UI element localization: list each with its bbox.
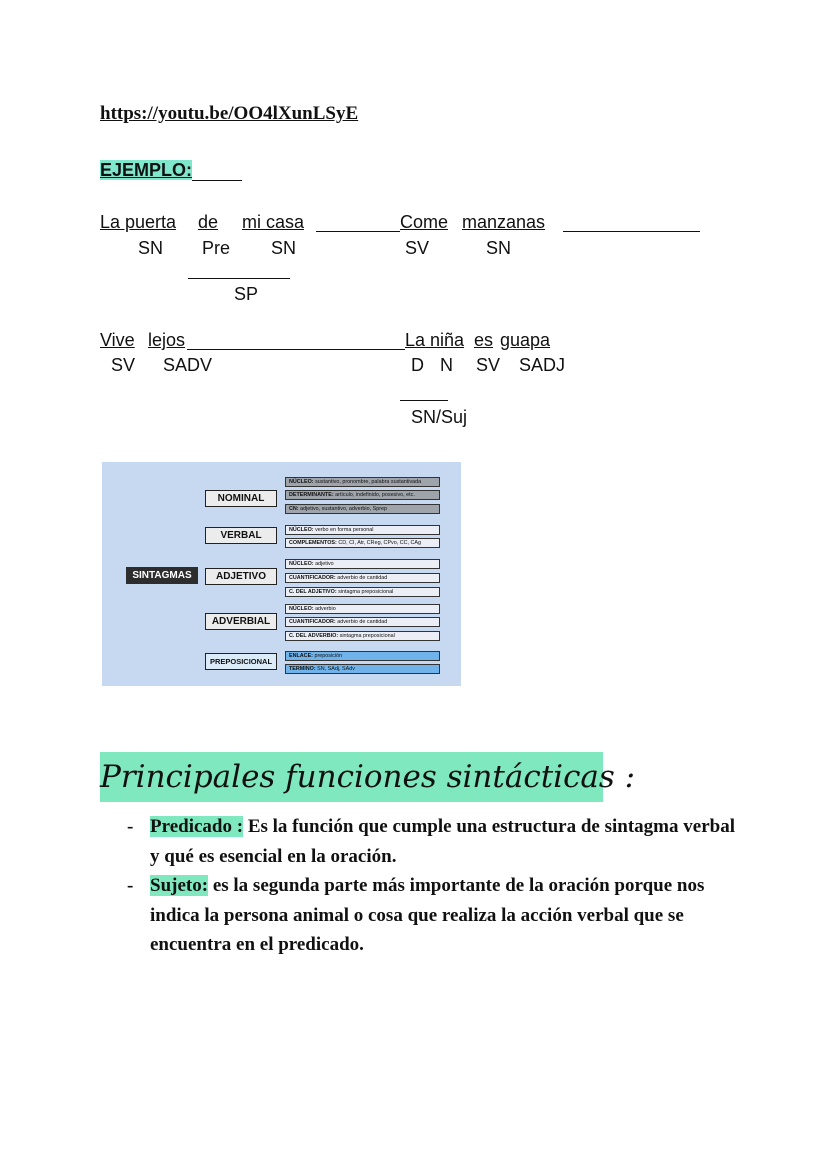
list-item-predicado bbox=[127, 812, 747, 871]
diagram-cat-adverbial: ADVERBIAL bbox=[205, 613, 277, 630]
diagram-row bbox=[285, 631, 440, 641]
ex1-trailing-line bbox=[316, 231, 400, 232]
ex1-word-1: La puerta bbox=[100, 212, 177, 232]
diagram-row bbox=[285, 538, 440, 548]
diagram-row bbox=[285, 525, 440, 535]
diagram-cat-preposicional: PREPOSICIONAL bbox=[205, 653, 277, 670]
diagram-cat-verbal: VERBAL bbox=[205, 527, 277, 544]
diagram-row bbox=[285, 604, 440, 614]
ex2-word-1: Come bbox=[400, 212, 449, 232]
list-item-sujeto bbox=[127, 871, 747, 960]
ex4-tag-3: SV bbox=[476, 355, 501, 375]
diagram-key: CUANTIFICADOR: bbox=[289, 619, 336, 625]
diagram-value: SN, SAdj, SAdv bbox=[317, 666, 355, 672]
ex4-tag-2: N bbox=[440, 355, 453, 375]
diagram-key: C. DEL ADVERBIO: bbox=[289, 633, 339, 639]
ex3-word-2: lejos bbox=[148, 330, 186, 350]
diagram-value: verbo en forma personal bbox=[315, 527, 374, 533]
diagram-key: NÚCLEO: bbox=[289, 561, 314, 567]
ex1-tag-2: Pre bbox=[202, 238, 231, 258]
diagram-key: TERMINO: bbox=[289, 666, 316, 672]
diagram-value: preposición bbox=[314, 653, 343, 659]
diagram-row bbox=[285, 573, 440, 583]
list-dash: - bbox=[127, 816, 134, 837]
diagram-value: CD, CI, Atr, CReg, CPvo, CC, CAg bbox=[338, 540, 422, 546]
ex1-tag-3: SN bbox=[271, 238, 297, 258]
ex3-tag-1: SV bbox=[111, 355, 136, 375]
list-dash: - bbox=[127, 875, 134, 896]
diagram-cat-adjetivo: ADJETIVO bbox=[205, 568, 277, 585]
diagram-row bbox=[285, 587, 440, 597]
diagram-key: CUANTIFICADOR: bbox=[289, 575, 336, 581]
ex4-word-2: es bbox=[474, 330, 494, 350]
ex3-word-1: Vive bbox=[100, 330, 135, 350]
ex1-group-line bbox=[188, 278, 290, 279]
ex4-tag-4: SADJ bbox=[519, 355, 566, 375]
diagram-row bbox=[285, 504, 440, 514]
functions-list bbox=[127, 812, 747, 960]
example-heading bbox=[100, 160, 242, 181]
section-heading: Principales funciones sintácticas : bbox=[100, 759, 636, 795]
ex4-word-1: La niña bbox=[405, 330, 465, 350]
diagram-value: sintagma preposicional bbox=[338, 589, 394, 595]
diagram-value: sustantivo, pronombre, palabra sustantivada bbox=[315, 479, 422, 485]
example-label: EJEMPLO: bbox=[100, 160, 193, 180]
term-sujeto: Sujeto: bbox=[150, 875, 209, 896]
term-predicado: Predicado : bbox=[150, 816, 244, 837]
diagram-key: CN: bbox=[289, 506, 299, 512]
diagram-row bbox=[285, 477, 440, 487]
diagram-row bbox=[285, 664, 440, 674]
diagram-value: adverbio de cantidad bbox=[337, 619, 388, 625]
diagram-value: artículo, indefinido, posesivo, etc. bbox=[335, 492, 415, 498]
ex1-word-3: mi casa bbox=[242, 212, 305, 232]
ex4-group-line bbox=[400, 400, 448, 401]
text-sujeto: es la segunda parte más importante de la oración porque nos indica la persona animal o cosa que realiza la acción verbal que se encuentra en el predicado. bbox=[150, 875, 705, 955]
ex2-tag-2: SN bbox=[486, 238, 512, 258]
diagram-key: COMPLEMENTOS: bbox=[289, 540, 337, 546]
ex1-tag-1: SN bbox=[138, 238, 164, 258]
text-predicado: Es la función que cumple una estructura de sintagma verbal y qué es esencial en la oración. bbox=[150, 816, 735, 867]
diagram-row bbox=[285, 559, 440, 569]
ex4-group-label: SN/Suj bbox=[411, 407, 468, 427]
ex1-word-2: de bbox=[198, 212, 219, 232]
ex2-word-2: manzanas bbox=[462, 212, 546, 232]
diagram-value: adjetivo bbox=[315, 561, 334, 567]
diagram-value: adverbio de cantidad bbox=[337, 575, 388, 581]
diagram-row bbox=[285, 490, 440, 500]
ex1-group-label: SP bbox=[234, 284, 259, 304]
example-underline bbox=[192, 162, 242, 181]
diagram-key: NÚCLEO: bbox=[289, 479, 314, 485]
ex3-trailing-line bbox=[187, 349, 405, 350]
diagram-root: SINTAGMAS bbox=[126, 567, 198, 584]
diagram-cat-nominal: NOMINAL bbox=[205, 490, 277, 507]
diagram-row bbox=[285, 651, 440, 661]
diagram-key: NÚCLEO: bbox=[289, 527, 314, 533]
diagram-value: adverbio bbox=[315, 606, 336, 612]
ex3-tag-2: SADV bbox=[163, 355, 213, 375]
diagram-key: ENLACE: bbox=[289, 653, 313, 659]
diagram-row bbox=[285, 617, 440, 627]
video-link[interactable]: https://youtu.be/OO4lXunLSyE bbox=[100, 103, 359, 124]
diagram-key: C. DEL ADJETIVO: bbox=[289, 589, 337, 595]
diagram-value: adjetivo, sustantivo, adverbio, Sprep bbox=[300, 506, 387, 512]
diagram-key: NÚCLEO: bbox=[289, 606, 314, 612]
ex4-tag-1: D bbox=[411, 355, 424, 375]
diagram-value: sintagma preposicional bbox=[339, 633, 395, 639]
ex2-tag-1: SV bbox=[405, 238, 430, 258]
diagram-key: DETERMINANTE: bbox=[289, 492, 334, 498]
ex2-trailing-line bbox=[563, 231, 700, 232]
sintagmas-diagram bbox=[102, 462, 461, 686]
ex4-word-3: guapa bbox=[500, 330, 551, 350]
